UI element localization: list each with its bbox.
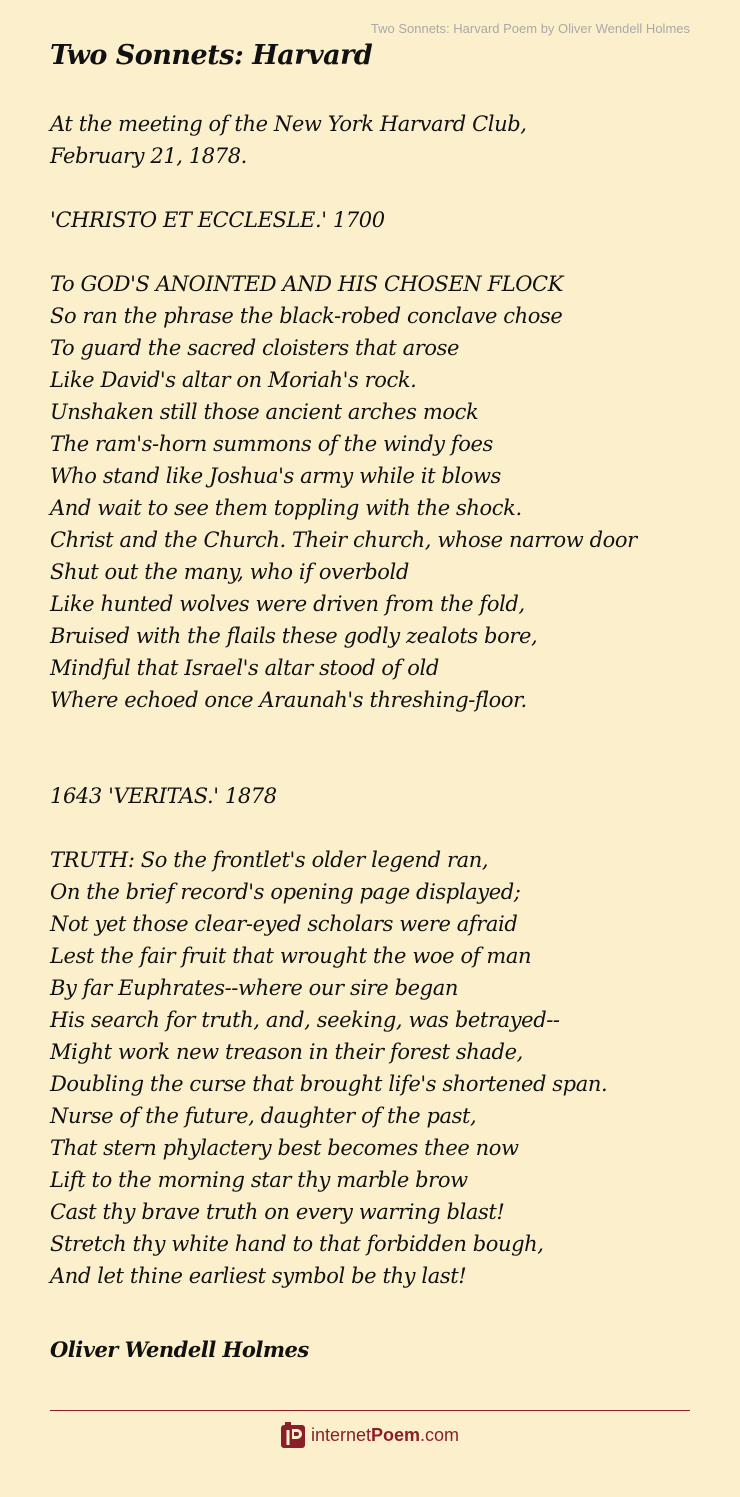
poem-line: 'CHRISTO ET ECCLESLE.' 1700	[50, 208, 385, 232]
poem-line: Doubling the curse that brought life's shortened span.	[50, 1072, 608, 1096]
header-credit: Two Sonnets: Harvard Poem by Oliver Wendell Holmes	[370, 21, 690, 36]
poem-line: Lest the fair fruit that wrought the woe of man	[50, 944, 532, 968]
poem-line: Who stand like Joshua's army while it blows	[50, 464, 501, 488]
poem-body	[50, 108, 710, 1292]
poem-line: Unshaken still those ancient arches mock	[50, 400, 479, 424]
poem-line: Where echoed once Araunah's threshing-floor.	[50, 688, 527, 712]
brand-prefix: internet	[310, 1424, 371, 1445]
poem-line: His search for truth, and, seeking, was betrayed--	[50, 1008, 560, 1032]
poem-line: Like David's altar on Moriah's rock.	[50, 368, 417, 392]
poem-line: Not yet those clear-eyed scholars were afraid	[50, 912, 518, 936]
poem-line: Mindful that Israel's altar stood of old	[50, 656, 439, 680]
poem-line: Christ and the Church. Their church, whose narrow door	[50, 528, 637, 552]
poem-line: And let thine earliest symbol be thy last!	[50, 1264, 467, 1288]
stanza-gap	[50, 172, 710, 204]
poem-line: So ran the phrase the black-robed conclave chose	[50, 304, 563, 328]
stanza-gap	[50, 236, 710, 268]
poem-line: At the meeting of the New York Harvard Club,	[50, 112, 527, 136]
poem-line: Shut out the many, who if overbold	[50, 560, 409, 584]
poem-line: And wait to see them toppling with the shock.	[50, 496, 522, 520]
stanza-gap	[50, 812, 710, 844]
poem-line: That stern phylactery best becomes thee now	[50, 1136, 519, 1160]
poem-line: TRUTH: So the frontlet's older legend ran,	[50, 848, 489, 872]
poem-line: By far Euphrates--where our sire began	[50, 976, 458, 1000]
poem-line: Like hunted wolves were driven from the fold,	[50, 592, 525, 616]
poem-line: Might work new treason in their forest shade,	[50, 1040, 523, 1064]
poem-line: Lift to the morning star thy marble brow	[50, 1168, 468, 1192]
poem-line: February 21, 1878.	[50, 144, 247, 168]
poem-line: 1643 'VERITAS.' 1878	[50, 784, 277, 808]
poem-author[interactable]: Oliver Wendell Holmes	[50, 1337, 309, 1362]
poem-title: Two Sonnets: Harvard	[50, 40, 373, 71]
poem-line: To GOD'S ANOINTED AND HIS CHOSEN FLOCK	[50, 272, 564, 296]
poem-line: Bruised with the flails these godly zealots bore,	[50, 624, 538, 648]
stanza-gap	[50, 748, 710, 780]
poem-line: Stretch thy white hand to that forbidden bough,	[50, 1232, 544, 1256]
internetpoem-logo-icon	[281, 1422, 305, 1448]
brand-bold: Poem	[371, 1424, 421, 1445]
poem-line: Nurse of the future, daughter of the past,	[50, 1104, 477, 1128]
brand-suffix: .com	[420, 1424, 460, 1445]
stanza-gap	[50, 716, 710, 748]
footer-brand-link[interactable]	[0, 1422, 740, 1448]
poem-line: On the brief record's opening page displayed;	[50, 880, 521, 904]
poem-line: The ram's-horn summons of the windy foes	[50, 432, 493, 456]
footer-divider	[50, 1410, 690, 1411]
poem-line: Cast thy brave truth on every warring blast!	[50, 1200, 505, 1224]
poem-line: To guard the sacred cloisters that arose	[50, 336, 460, 360]
